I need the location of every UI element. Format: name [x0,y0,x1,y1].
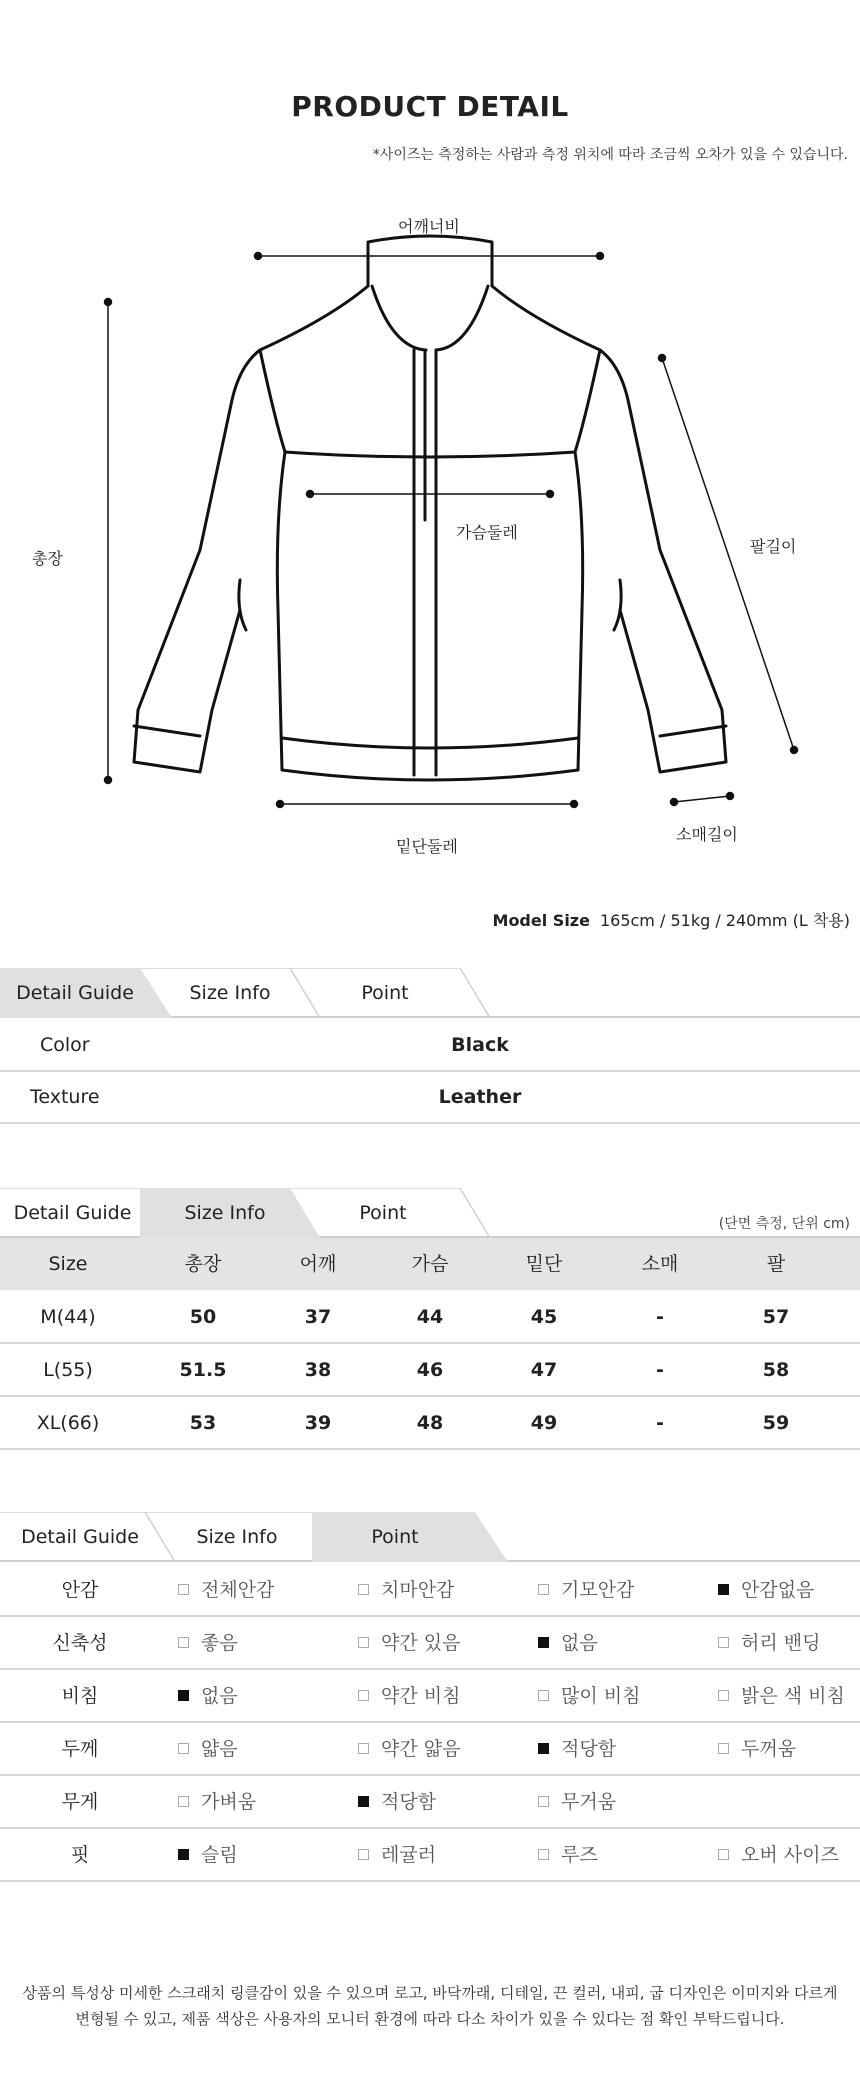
size-table-header [0,1238,860,1290]
point-option [718,1670,845,1722]
tab-detail-guide[interactable]: Detail Guide [16,982,134,1004]
page-title: PRODUCT DETAIL [291,90,569,123]
detail-row-color [0,1020,860,1072]
unchecked-box-icon [718,1743,729,1754]
size-cell: - [656,1412,664,1434]
point-option-label: 무거움 [561,1791,617,1813]
point-option [538,1564,634,1616]
detail-label: Color [40,1034,90,1056]
unchecked-box-icon [718,1690,729,1701]
point-option-label: 기모안감 [561,1579,635,1601]
point-option [718,1564,814,1616]
point-option [358,1829,436,1881]
size-header-cell: 총장 [184,1253,222,1275]
size-cell: L(55) [43,1359,93,1381]
model-size-value: 165cm / 51kg / 240mm (L 착용) [599,911,850,930]
point-option-label: 약간 있음 [381,1632,461,1654]
tab-point[interactable]: Point [359,1202,407,1224]
cuff-label: 소매길이 [676,825,738,844]
size-cell: 48 [416,1412,444,1434]
point-option [358,1776,436,1828]
point-option [358,1617,460,1669]
point-option-label: 좋음 [201,1632,238,1654]
checked-box-icon [358,1796,369,1807]
size-row-xl [0,1397,860,1450]
tab-detail-guide[interactable]: Detail Guide [13,1202,132,1224]
point-row-label: 무게 [61,1791,99,1813]
size-row-l [0,1344,860,1397]
size-cell: - [656,1306,664,1328]
point-option-label: 많이 비침 [561,1685,641,1707]
unchecked-box-icon [538,1690,549,1701]
unchecked-box-icon [358,1637,369,1648]
chest-label: 가슴둘레 [456,523,518,542]
detail-row-texture [0,1072,860,1124]
size-unit-note: (단면 측정, 단위 cm) [718,1216,850,1232]
point-option-label: 허리 밴딩 [741,1632,821,1654]
point-option [178,1829,238,1881]
point-row-label: 두께 [61,1738,99,1760]
size-cell: 59 [762,1412,790,1434]
point-option [538,1776,616,1828]
checked-box-icon [538,1637,549,1648]
size-note: *사이즈는 측정하는 사람과 측정 위치에 따라 조금씩 오차가 있을 수 있습니다. [372,147,848,163]
point-option-label: 없음 [561,1632,598,1654]
point-option [178,1617,238,1669]
size-cell: 58 [762,1359,790,1381]
tab-point[interactable]: Point [361,982,409,1004]
detail-value: Leather [438,1086,522,1108]
point-option [178,1723,238,1775]
tab-point[interactable]: Point [371,1526,419,1548]
point-option-label: 레귤러 [381,1844,437,1866]
shoulder-label: 어깨너비 [398,217,460,236]
footer-line: 상품의 특성상 미세한 스크래치 링클감이 있을 수 있으며 로고, 바닥까래, 디테일, 끈 컬러, 내피, 굽 디자인은 이미지와 다르게 [22,1984,838,2002]
footer-line: 변형될 수 있고, 제품 색상은 사용자의 모니터 환경에 따라 다소 차이가 있을 수 있다는 점 확인 부탁드립니다. [75,2010,785,2028]
point-option [538,1829,598,1881]
point-row [0,1829,860,1882]
unchecked-box-icon [178,1743,189,1754]
length-label: 총장 [32,549,63,568]
point-option-label: 약간 비침 [381,1685,461,1707]
point-option [358,1564,454,1616]
size-header-cell: 팔 [766,1253,786,1275]
point-row [0,1617,860,1670]
model-size-label: Model Size [492,911,590,930]
point-option [718,1723,796,1775]
size-cell: 53 [189,1412,217,1434]
point-option-label: 적당함 [561,1738,617,1760]
footer-note [0,1980,860,2032]
point-option [538,1670,640,1722]
point-option [178,1564,274,1616]
unchecked-box-icon [538,1584,549,1595]
checked-box-icon [178,1849,189,1860]
unchecked-box-icon [718,1849,729,1860]
point-option-label: 가벼움 [201,1791,257,1813]
tab-size-info[interactable]: Size Info [196,1526,278,1548]
tabs-point [0,1512,860,1562]
unchecked-box-icon [178,1584,189,1595]
size-cell: 57 [762,1306,790,1328]
unchecked-box-icon [178,1796,189,1807]
size-cell: M(44) [40,1306,96,1328]
unchecked-box-icon [538,1796,549,1807]
point-option [358,1670,460,1722]
checked-box-icon [178,1690,189,1701]
sleeve-label: 팔길이 [750,537,797,556]
hem-label: 밑단둘레 [396,837,458,856]
checked-box-icon [718,1584,729,1595]
size-header-cell: 소매 [641,1253,679,1275]
point-option [538,1617,598,1669]
checked-box-icon [538,1743,549,1754]
size-cell: 45 [530,1306,558,1328]
model-size [493,908,850,931]
point-option-label: 적당함 [381,1791,437,1813]
size-cell: 49 [530,1412,558,1434]
size-cell: 44 [416,1306,444,1328]
size-cell: 51.5 [179,1359,227,1381]
point-option [538,1723,616,1775]
point-row [0,1670,860,1723]
size-cell: 37 [304,1306,332,1328]
size-cell: 38 [304,1359,332,1381]
point-option [358,1723,460,1775]
size-header-cell: 가슴 [411,1253,449,1275]
detail-value: Black [451,1034,509,1056]
point-option-label: 치마안감 [381,1579,455,1601]
point-row [0,1723,860,1776]
point-option-label: 없음 [201,1685,238,1707]
point-option-label: 두꺼움 [741,1738,797,1760]
point-row [0,1564,860,1617]
point-option-label: 얇음 [201,1738,238,1760]
point-row [0,1776,860,1829]
unchecked-box-icon [358,1849,369,1860]
unchecked-box-icon [358,1584,369,1595]
point-option-label: 전체안감 [201,1579,275,1601]
jacket-diagram [0,190,860,870]
point-option [718,1829,839,1881]
size-row-m [0,1291,860,1344]
point-option-label: 안감없음 [741,1579,815,1601]
point-option [718,1617,820,1669]
size-header-cell: 어깨 [299,1253,337,1275]
tab-size-info[interactable]: Size Info [184,1202,266,1224]
point-option [178,1776,256,1828]
size-cell: 50 [189,1306,217,1328]
point-row-label: 핏 [70,1844,90,1866]
tab-size-info[interactable]: Size Info [189,982,271,1004]
point-option-label: 루즈 [561,1844,598,1866]
point-row-label: 비침 [61,1685,99,1707]
size-header-cell: Size [48,1253,88,1275]
size-cell: - [656,1359,664,1381]
unchecked-box-icon [358,1743,369,1754]
point-option-label: 슬림 [201,1844,238,1866]
unchecked-box-icon [718,1637,729,1648]
point-option-label: 밝은 색 비침 [741,1685,845,1707]
size-cell: 47 [530,1359,558,1381]
point-option-label: 오버 사이즈 [741,1844,839,1866]
size-cell: 46 [416,1359,444,1381]
unchecked-box-icon [358,1690,369,1701]
size-header-cell: 밑단 [525,1253,563,1275]
size-cell: 39 [304,1412,332,1434]
tabs-detail-guide [0,968,860,1018]
size-cell: XL(66) [36,1412,100,1434]
point-row-label: 안감 [61,1579,99,1601]
unchecked-box-icon [538,1849,549,1860]
point-option-label: 약간 얇음 [381,1738,461,1760]
tab-detail-guide[interactable]: Detail Guide [21,1526,139,1548]
unchecked-box-icon [178,1637,189,1648]
jacket-illustration [0,190,860,870]
point-option [178,1670,238,1722]
point-row-label: 신축성 [52,1632,108,1654]
detail-label: Texture [30,1086,100,1108]
